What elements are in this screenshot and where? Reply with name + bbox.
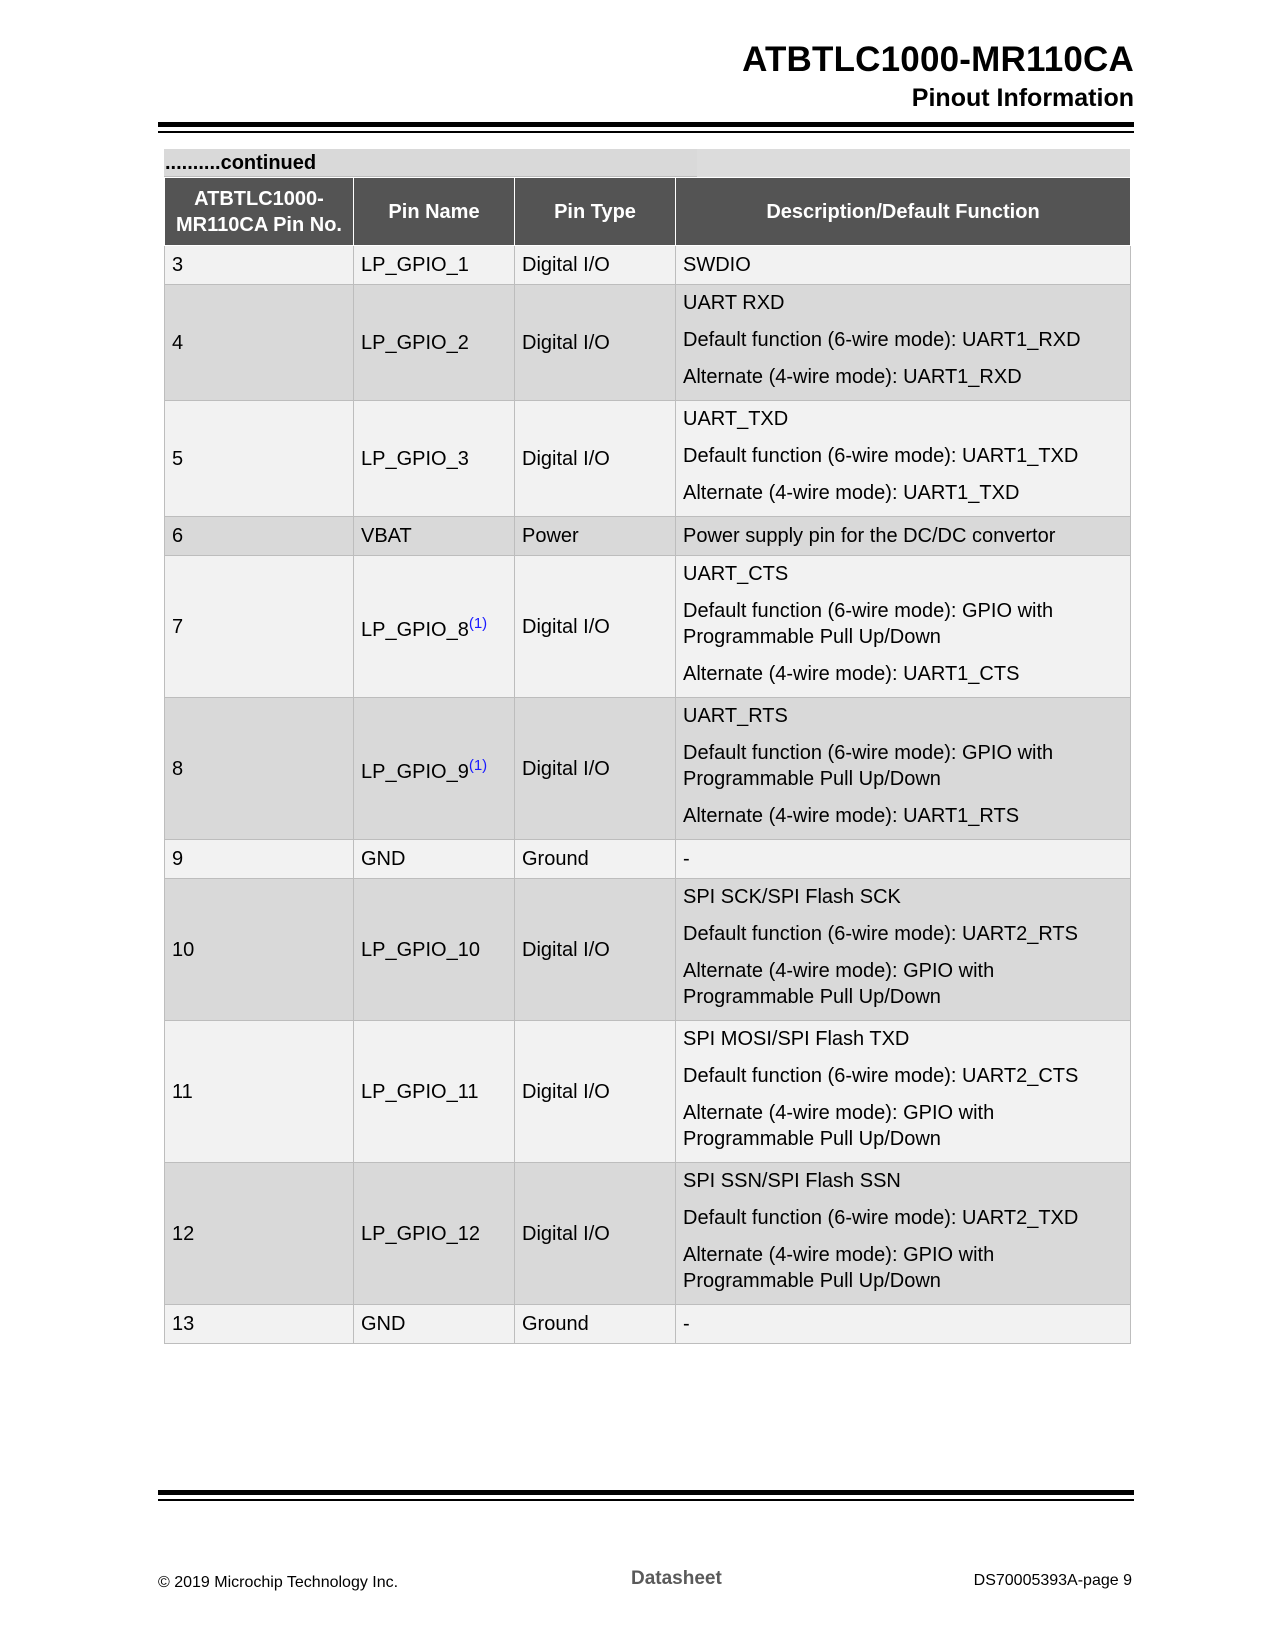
- footer-page-number: DS70005393A-page 9: [973, 1572, 1132, 1589]
- table-row: [165, 1163, 1131, 1305]
- pin-number-cell: 9: [165, 840, 354, 879]
- table-row: [165, 840, 1131, 879]
- footnote-reference-link[interactable]: (1): [468, 614, 488, 632]
- pin-number-cell: 12: [165, 1163, 354, 1305]
- description-line: UART_TXD: [683, 408, 789, 430]
- pin-type-cell: Digital I/O: [515, 556, 676, 698]
- description-line: Alternate (4-wire mode): GPIO with Programmable Pull Up/Down: [683, 1102, 995, 1150]
- footer-rule-thick: [158, 1490, 1134, 1495]
- description-line: Alternate (4-wire mode): UART1_CTS: [683, 663, 1020, 685]
- pin-name-text: LP_GPIO_10: [361, 938, 480, 961]
- pin-name-text: LP_GPIO_1: [361, 254, 469, 276]
- pin-type-cell: Digital I/O: [515, 879, 676, 1021]
- column-header-pin-no: ATBTLC1000-MR110CA Pin No.: [165, 178, 354, 246]
- pin-type-cell: Digital I/O: [515, 401, 676, 517]
- description-cell: Power supply pin for the DC/DC convertor: [676, 517, 1131, 556]
- pin-name-text: GND: [361, 848, 406, 870]
- pin-name-cell: [354, 285, 515, 401]
- pin-type-cell: Power: [515, 517, 676, 556]
- description-line: Default function (6-wire mode): UART1_TXD: [683, 445, 1079, 467]
- column-header-pin-name: Pin Name: [354, 178, 515, 246]
- footer-doc-type: Datasheet: [631, 1568, 722, 1589]
- pin-name-cell: [354, 840, 515, 879]
- pin-name-cell: [354, 556, 515, 698]
- description-cell: [676, 1021, 1131, 1163]
- pin-number-cell: 11: [165, 1021, 354, 1163]
- description-line: Alternate (4-wire mode): GPIO with Programmable Pull Up/Down: [683, 1244, 995, 1292]
- description-line: UART_CTS: [683, 563, 789, 585]
- column-header-pin-type: Pin Type: [515, 178, 676, 246]
- footer-rule-thin: [158, 1499, 1134, 1501]
- table-row: [165, 517, 1131, 556]
- pin-name-cell: [354, 698, 515, 840]
- description-line: Default function (6-wire mode): GPIO with Programmable Pull Up/Down: [683, 742, 1054, 790]
- pin-name-cell: [354, 517, 515, 556]
- pin-type-cell: Digital I/O: [515, 285, 676, 401]
- description-cell: -: [676, 840, 1131, 879]
- pin-type-cell: Digital I/O: [515, 246, 676, 285]
- pin-name-text: LP_GPIO_9: [361, 760, 469, 783]
- description-cell: [676, 1163, 1131, 1305]
- pin-number-cell: 6: [165, 517, 354, 556]
- pin-number-cell: 7: [165, 556, 354, 698]
- description-line: Default function (6-wire mode): UART2_TXD: [683, 1207, 1079, 1229]
- description-line: SPI MOSI/SPI Flash TXD: [683, 1028, 910, 1050]
- document-title: ATBTLC1000-MR110CA: [742, 40, 1134, 79]
- description-cell: [676, 698, 1131, 840]
- table-body: [165, 246, 1131, 1344]
- table-row: [165, 246, 1131, 285]
- header-rule-thick: [158, 122, 1134, 127]
- description-line: SPI SSN/SPI Flash SSN: [683, 1170, 901, 1192]
- description-line: Default function (6-wire mode): UART2_RTS: [683, 923, 1078, 945]
- pin-type-cell: Ground: [515, 840, 676, 879]
- pin-name-text: LP_GPIO_3: [361, 447, 469, 470]
- pinout-table: [164, 177, 1131, 1344]
- description-line: Default function (6-wire mode): GPIO with Programmable Pull Up/Down: [683, 600, 1054, 648]
- description-line: Alternate (4-wire mode): UART1_TXD: [683, 482, 1020, 504]
- footer-copyright: © 2019 Microchip Technology Inc.: [158, 1574, 399, 1591]
- section-title: Pinout Information: [911, 84, 1134, 112]
- description-cell: SWDIO: [676, 246, 1131, 285]
- table-row: [165, 556, 1131, 698]
- pin-name-cell: [354, 401, 515, 517]
- pin-name-cell: [354, 879, 515, 1021]
- pin-name-text: GND: [361, 1313, 406, 1335]
- description-line: Default function (6-wire mode): UART1_RXD: [683, 329, 1081, 351]
- pin-number-cell: 13: [165, 1305, 354, 1344]
- pin-type-cell: Digital I/O: [515, 1163, 676, 1305]
- table-row: [165, 1021, 1131, 1163]
- description-line: Default function (6-wire mode): UART2_CTS: [683, 1065, 1079, 1087]
- description-line: Alternate (4-wire mode): UART1_RTS: [683, 805, 1020, 827]
- pin-name-text: LP_GPIO_2: [361, 331, 469, 354]
- description-cell: [676, 879, 1131, 1021]
- pin-name-text: VBAT: [361, 525, 412, 547]
- continued-label: ..........continued: [164, 149, 697, 177]
- pin-number-cell: 8: [165, 698, 354, 840]
- pin-number-cell: 10: [165, 879, 354, 1021]
- table-header-row: [165, 178, 1131, 246]
- description-line: Alternate (4-wire mode): UART1_RXD: [683, 366, 1022, 388]
- pin-name-cell: [354, 1305, 515, 1344]
- pin-number-cell: 3: [165, 246, 354, 285]
- pin-number-cell: 4: [165, 285, 354, 401]
- pin-name-text: LP_GPIO_12: [361, 1222, 480, 1245]
- pin-name-text: LP_GPIO_11: [361, 1080, 479, 1103]
- header-rule-thin: [158, 131, 1134, 133]
- pin-name-text: LP_GPIO_8: [361, 618, 469, 641]
- table-row: [165, 1305, 1131, 1344]
- description-line: UART RXD: [683, 292, 785, 314]
- description-line: SPI SCK/SPI Flash SCK: [683, 886, 901, 908]
- table-row: [165, 879, 1131, 1021]
- table-row: [165, 401, 1131, 517]
- description-line: UART_RTS: [683, 705, 788, 727]
- footnote-reference-link[interactable]: (1): [468, 756, 488, 774]
- description-cell: -: [676, 1305, 1131, 1344]
- pin-type-cell: Digital I/O: [515, 1021, 676, 1163]
- pin-type-cell: Ground: [515, 1305, 676, 1344]
- column-header-description: Description/Default Function: [676, 178, 1131, 246]
- pin-name-cell: [354, 246, 515, 285]
- description-line: Alternate (4-wire mode): GPIO with Programmable Pull Up/Down: [683, 960, 995, 1008]
- description-cell: [676, 401, 1131, 517]
- pin-name-cell: [354, 1163, 515, 1305]
- table-row: [165, 285, 1131, 401]
- table-row: [165, 698, 1131, 840]
- description-cell: [676, 285, 1131, 401]
- pin-name-cell: [354, 1021, 515, 1163]
- pin-type-cell: Digital I/O: [515, 698, 676, 840]
- pin-number-cell: 5: [165, 401, 354, 517]
- description-cell: [676, 556, 1131, 698]
